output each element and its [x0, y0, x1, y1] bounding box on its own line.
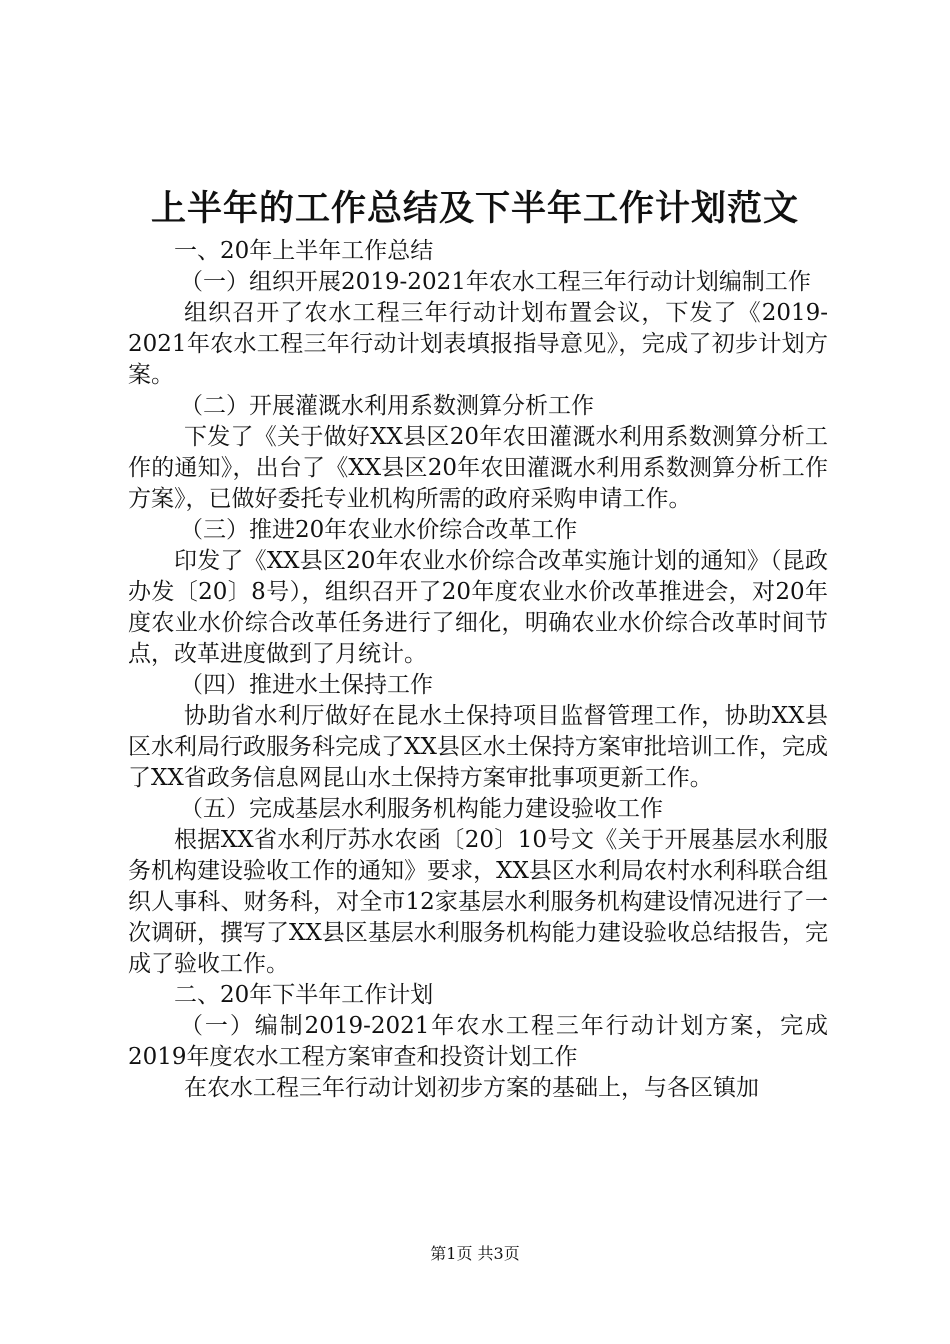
body-paragraph-2: 下发了《关于做好XX县区20年农田灌溉水利用系数测算分析工作的通知》，出台了《XX县区20年农田灌溉水利用系数测算分析工作方案》，已做好委托专业机构所需的政府采购申请工作。 — [128, 424, 828, 512]
subheading-2: （二）开展灌溉水利用系数测算分析工作 — [180, 393, 594, 419]
document-body — [128, 236, 828, 1104]
subheading-6: （一）编制2019-2021年农水工程三年行动计划方案，完成2019年度农水工程方案审查和投资计划工作 — [128, 1013, 828, 1070]
heading-second-half-plan: 二、20年下半年工作计划 — [174, 982, 434, 1008]
body-paragraph-6: 在农水工程三年行动计划初步方案的基础上，与各区镇加 — [184, 1075, 759, 1101]
subheading-5: （五）完成基层水利服务机构能力建设验收工作 — [180, 796, 663, 822]
body-paragraph-3: 印发了《XX县区20年农业水价综合改革实施计划的通知》（昆政办发〔20〕8号），组织召开了20年度农业水价改革推进会，对20年度农业水价综合改革任务进行了细化，明确农业水价综合改革时间节点，改革进度做到了月统计。 — [128, 548, 828, 667]
body-paragraph-1: 组织召开了农水工程三年行动计划布置会议，下发了《2019-2021年农水工程三年行动计划表填报指导意见》，完成了初步计划方案。 — [128, 300, 828, 388]
heading-first-half-summary: 一、20年上半年工作总结 — [174, 238, 434, 264]
document-title: 上半年的工作总结及下半年工作计划范文 — [150, 188, 799, 229]
page-number-footer: 第1页 共3页 — [430, 1244, 520, 1263]
subheading-4: （四）推进水土保持工作 — [180, 672, 433, 698]
body-paragraph-4: 协助省水利厅做好在昆水土保持项目监督管理工作，协助XX县区水利局行政服务科完成了XX县区水土保持方案审批培训工作，完成了XX省政务信息网昆山水土保持方案审批事项更新工作。 — [128, 703, 828, 791]
body-paragraph-5: 根据XX省水利厅苏水农函〔20〕10号文《关于开展基层水利服务机构建设验收工作的通知》要求，XX县区水利局农村水利科联合组织人事科、财务科，对全市12家基层水利服务机构建设情况进行了一次调研，撰写了XX县区基层水利服务机构能力建设验收总结报告，完成了验收工作。 — [128, 827, 828, 977]
subheading-3: （三）推进20年农业水价综合改革工作 — [180, 517, 578, 543]
subheading-1: （一）组织开展2019-2021年农水工程三年行动计划编制工作 — [180, 269, 811, 295]
